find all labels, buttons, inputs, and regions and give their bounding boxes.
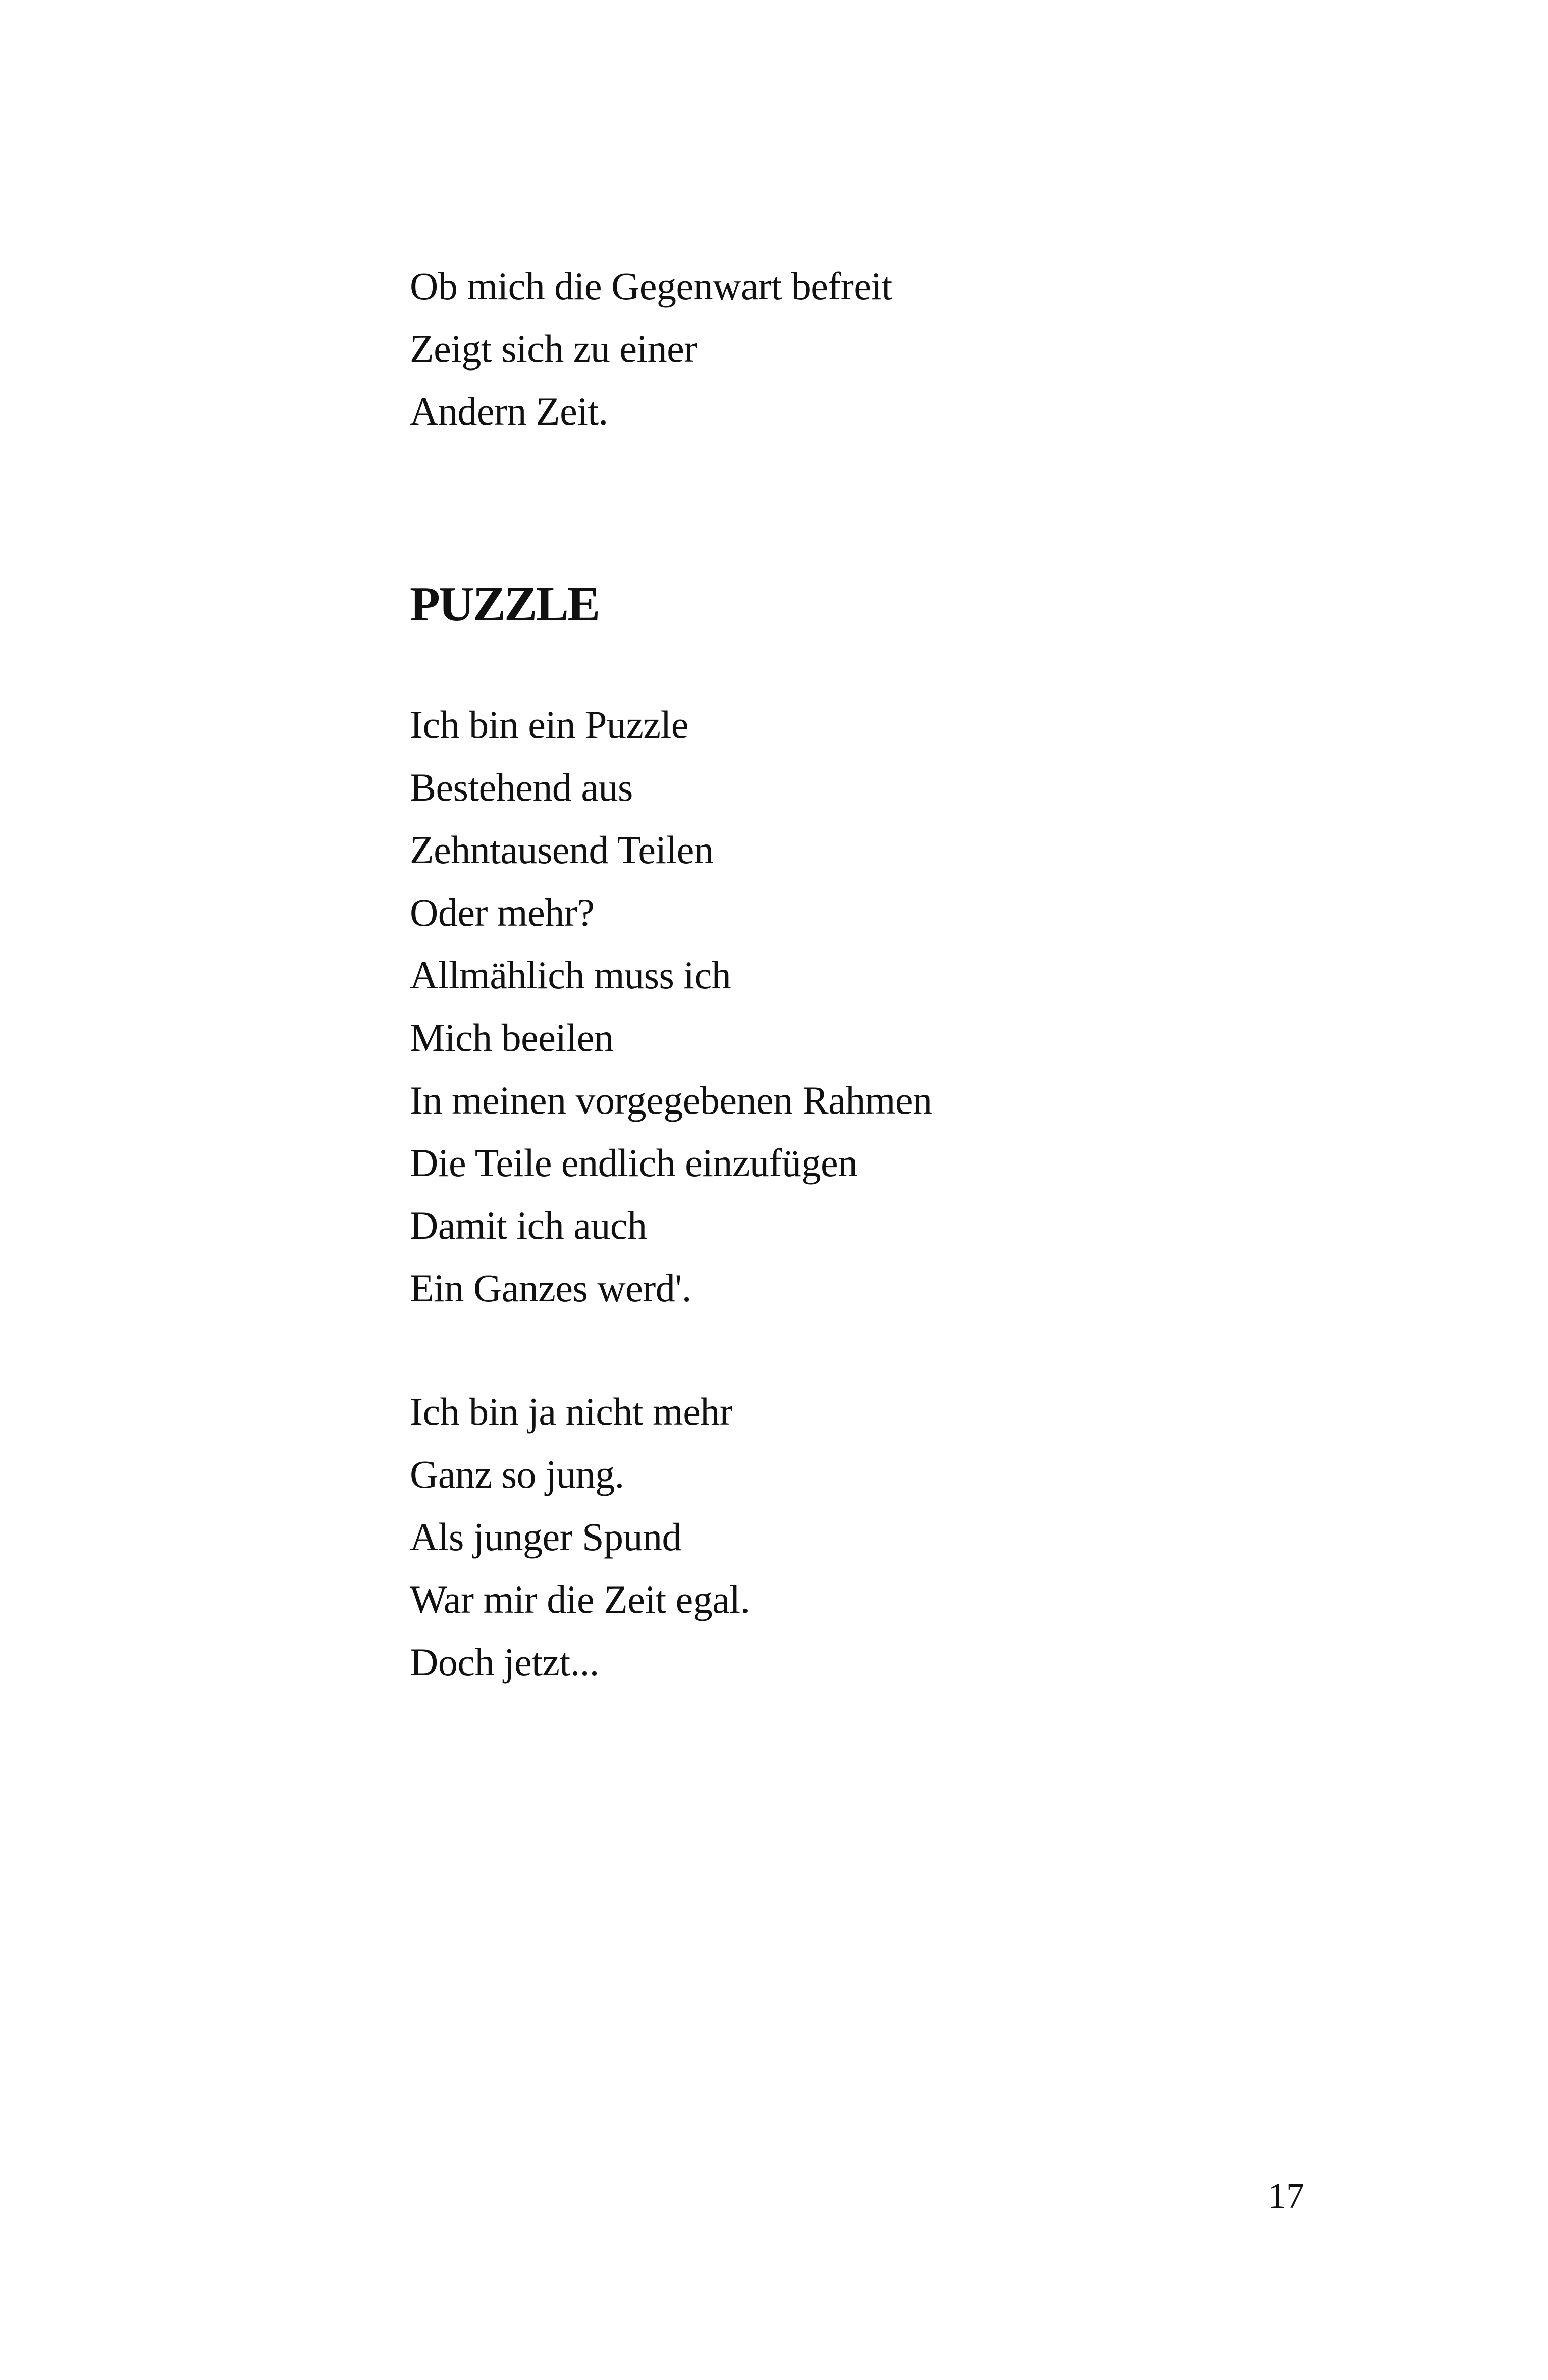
poem-line: Die Teile endlich einzufügen	[410, 1141, 858, 1185]
poem-line: Bestehend aus	[410, 765, 633, 809]
poem-line: Zehntausend Teilen	[410, 828, 714, 872]
poem-line: Mich beeilen	[410, 1016, 614, 1060]
poem-line: Ein Ganzes werd'.	[410, 1266, 691, 1310]
poem-line: Ganz so jung.	[410, 1452, 624, 1496]
poem-line: Oder mehr?	[410, 890, 595, 934]
poem-line: Zeigt sich zu einer	[410, 327, 697, 371]
poem-line: Ich bin ein Puzzle	[410, 703, 688, 747]
page-number: 17	[1268, 2176, 1304, 2216]
poem-line: Doch jetzt...	[410, 1640, 599, 1684]
poem-title: PUZZLE	[410, 577, 599, 631]
poem-line: Allmählich muss ich	[410, 953, 731, 997]
poem-stanza-2	[410, 1381, 750, 1694]
poem-line: Als junger Spund	[410, 1515, 681, 1559]
poem-stanza-1	[410, 694, 932, 1319]
poem-line: Damit ich auch	[410, 1203, 647, 1247]
poem-line: War mir die Zeit egal.	[410, 1577, 750, 1621]
poem-line: In meinen vorgegebenen Rahmen	[410, 1078, 932, 1122]
poem-line: Andern Zeit.	[410, 389, 608, 433]
intro-stanza	[410, 255, 892, 443]
poem-line: Ob mich die Gegenwart befreit	[410, 264, 892, 308]
poem-line: Ich bin ja nicht mehr	[410, 1390, 733, 1434]
